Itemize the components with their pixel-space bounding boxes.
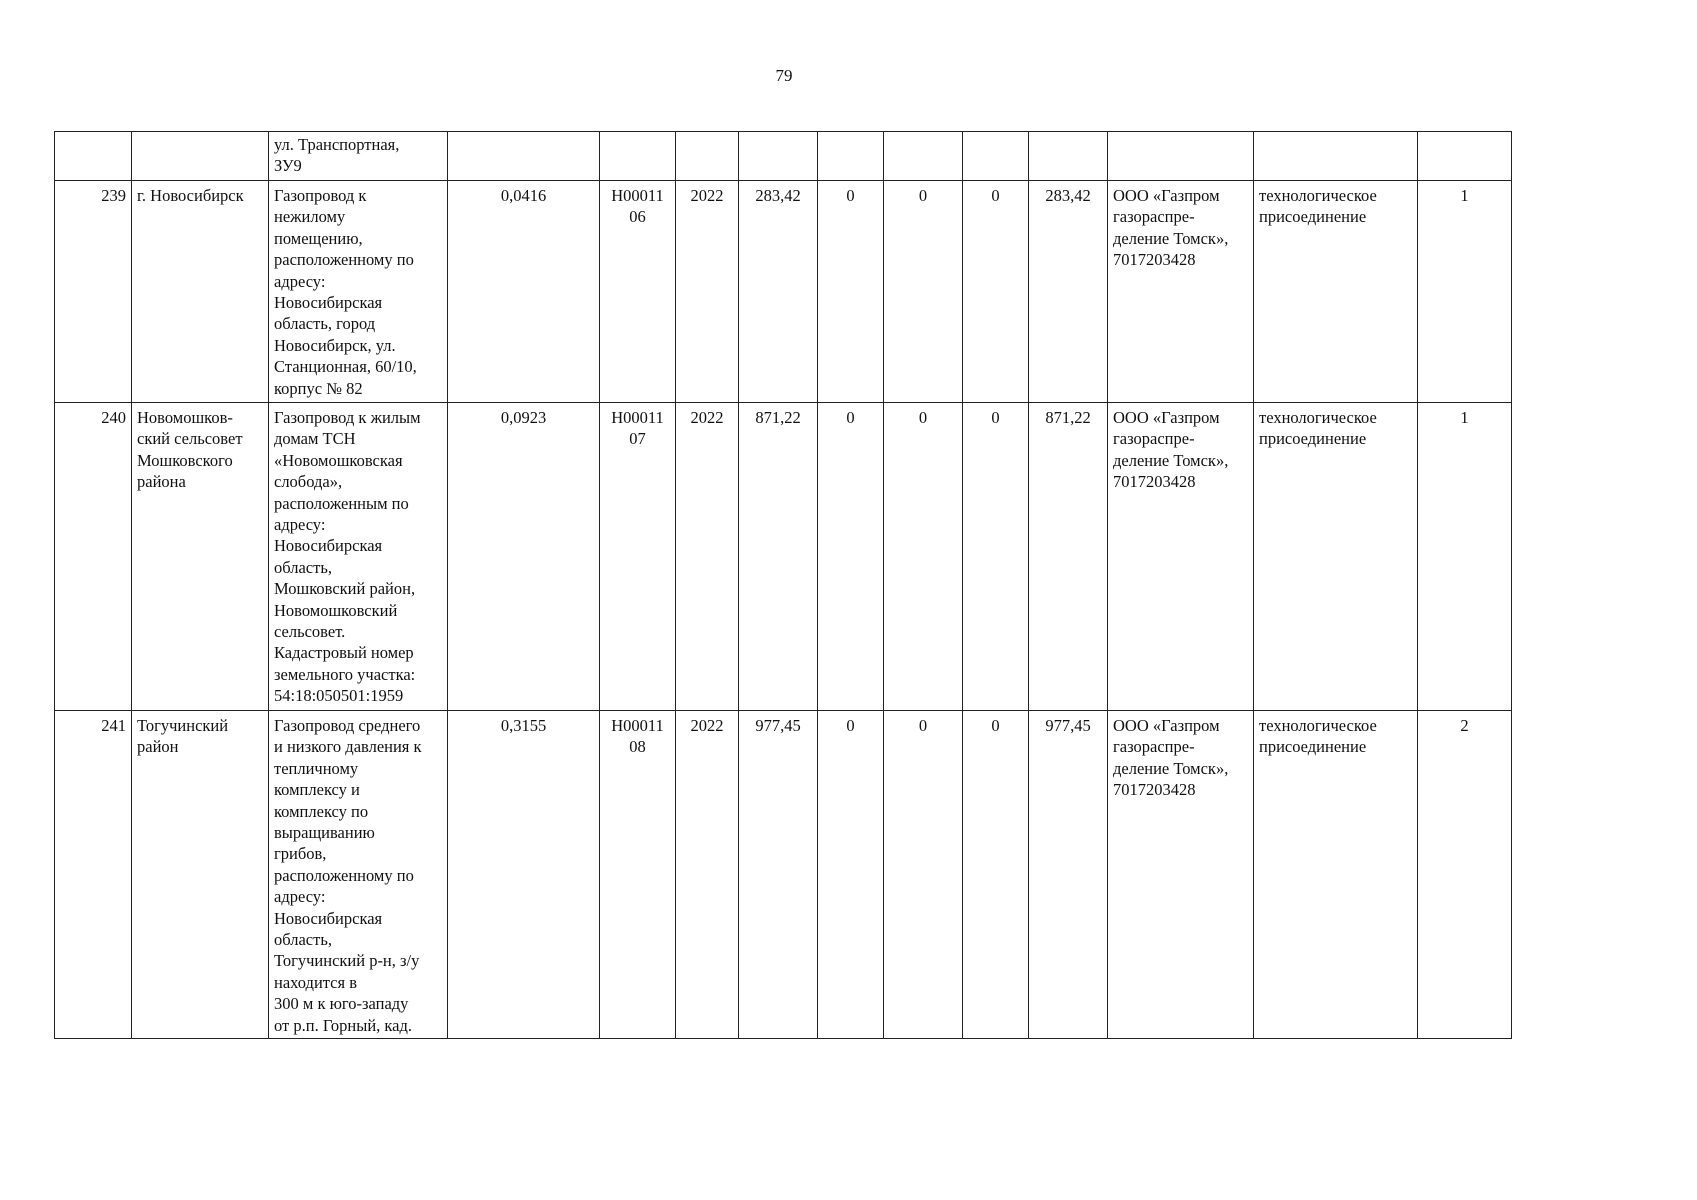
table-row (55, 403, 1512, 711)
cell-category: 1 (1418, 403, 1512, 711)
cell-category (1418, 132, 1512, 181)
cell-c4 (1029, 132, 1108, 181)
cell-c2: 0 (884, 403, 963, 711)
cell-length (448, 132, 600, 181)
cell-category: 2 (1418, 711, 1512, 1039)
cell-municipality (132, 132, 269, 181)
cell-c2: 0 (884, 181, 963, 403)
cell-organization: ООО «Газпром газораспре- деление Томск», 7017203428 (1108, 181, 1254, 403)
cell-organization (1108, 132, 1254, 181)
cell-year: 2022 (676, 403, 739, 711)
cell-purpose: технологическое присоединение (1254, 711, 1418, 1039)
cell-purpose: технологическое присоединение (1254, 403, 1418, 711)
cell-c1 (818, 132, 884, 181)
cell-c3 (963, 132, 1029, 181)
table-row (55, 181, 1512, 403)
cell-code: Н00011 08 (600, 711, 676, 1039)
cell-organization: ООО «Газпром газораспре- деление Томск», 7017203428 (1108, 711, 1254, 1039)
cell-c4: 283,42 (1029, 181, 1108, 403)
cell-total: 283,42 (739, 181, 818, 403)
cell-code: Н00011 07 (600, 403, 676, 711)
cell-total: 871,22 (739, 403, 818, 711)
cell-purpose (1254, 132, 1418, 181)
table-row (55, 711, 1512, 1039)
cell-organization: ООО «Газпром газораспре- деление Томск», 7017203428 (1108, 403, 1254, 711)
cell-c3: 0 (963, 181, 1029, 403)
cell-c1: 0 (818, 181, 884, 403)
table-row-continuation (55, 132, 1512, 181)
cell-object: Газопровод к нежилому помещению, расположенному по адресу: Новосибирская область, город Новосибирск, ул. Станционная, 60/10, корпус № 82 (269, 181, 448, 403)
cell-year (676, 132, 739, 181)
cell-c4: 977,45 (1029, 711, 1108, 1039)
cell-c2 (884, 132, 963, 181)
cell-code: Н00011 06 (600, 181, 676, 403)
cell-total: 977,45 (739, 711, 818, 1039)
cell-c2: 0 (884, 711, 963, 1039)
cell-year: 2022 (676, 711, 739, 1039)
cell-municipality: Новомошков- ский сельсовет Мошковского района (132, 403, 269, 711)
page-number: 79 (775, 66, 793, 85)
cell-no: 240 (55, 403, 132, 711)
cell-length: 0,0416 (448, 181, 600, 403)
cell-c1: 0 (818, 711, 884, 1039)
cell-c4: 871,22 (1029, 403, 1108, 711)
cell-object: ул. Транспортная, ЗУ9 (269, 132, 448, 181)
cell-no (55, 132, 132, 181)
cell-c3: 0 (963, 711, 1029, 1039)
cell-length: 0,3155 (448, 711, 600, 1039)
cell-category: 1 (1418, 181, 1512, 403)
cell-object: Газопровод к жилым домам ТСН «Новомошковская слобода», расположенным по адресу: Новосибирская область, Мошковский район, Новомошковский сельсовет. Кадастровый номер земельного участка: 54:18:050501:1959 (269, 403, 448, 711)
investment-program-table (54, 131, 1512, 1039)
cell-object: Газопровод среднего и низкого давления к тепличному комплексу и комплексу по выращиванию грибов, расположенному по адресу: Новосибирская область, Тогучинский р-н, з/у находится в 300 м к юго-западу от р.п. Горный, кад. (269, 711, 448, 1039)
cell-c3: 0 (963, 403, 1029, 711)
cell-code (600, 132, 676, 181)
cell-year: 2022 (676, 181, 739, 403)
cell-municipality: г. Новосибирск (132, 181, 269, 403)
cell-no: 239 (55, 181, 132, 403)
cell-no: 241 (55, 711, 132, 1039)
cell-c1: 0 (818, 403, 884, 711)
cell-purpose: технологическое присоединение (1254, 181, 1418, 403)
cell-total (739, 132, 818, 181)
cell-municipality: Тогучинский район (132, 711, 269, 1039)
cell-length: 0,0923 (448, 403, 600, 711)
